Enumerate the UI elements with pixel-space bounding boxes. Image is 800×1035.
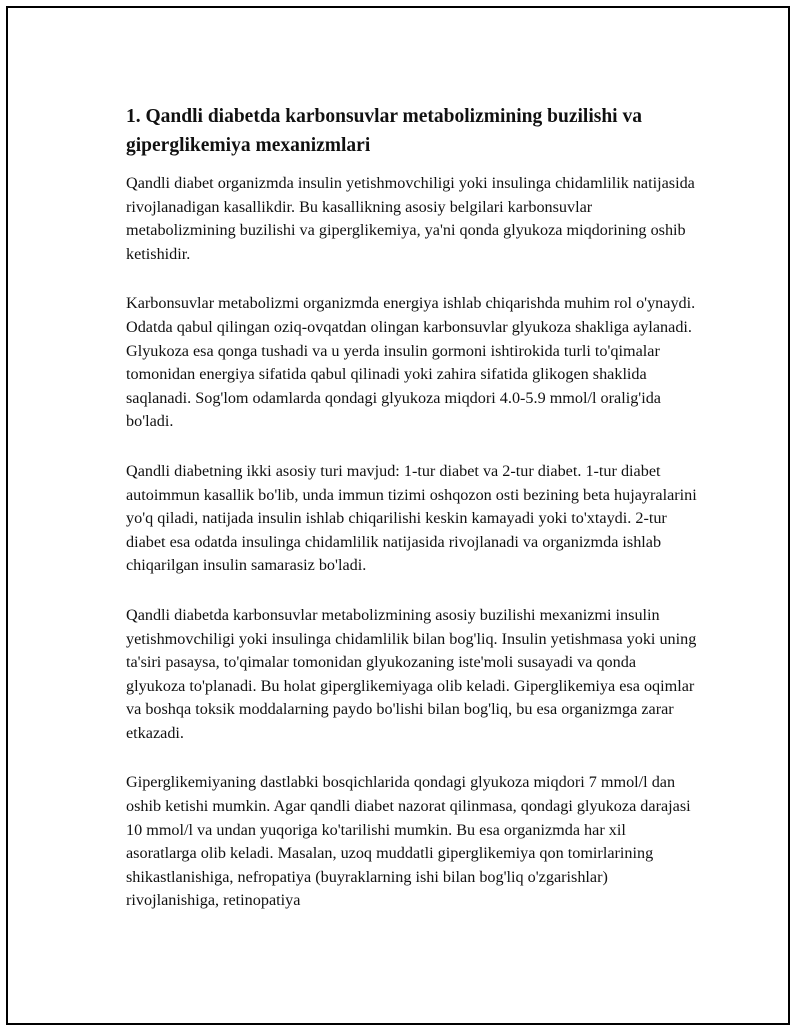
document-body (126, 102, 698, 939)
paragraph-3: Qandli diabetning ikki asosiy turi mavjud: 1-tur diabet va 2-tur diabet. 1-tur diabet autoimmun kasallik bo'lib, unda immun tizimi oshqozon osti bezining beta hujayralarini yo'q qiladi, natijada insulin ishlab chiqarilishi keskin kamayadi yoki to'xtaydi. 2-tur diabet esa odatda insulinga chidamlilik natijasida rivojlanadi va organizmda ishlab chiqarilgan insulin samarasiz bo'ladi. (126, 461, 697, 575)
paragraph-1: Qandli diabet organizmda insulin yetishmovchiligi yoki insulinga chidamlilik natijasida rivojlanadigan kasallikdir. Bu kasallikning asosiy belgilari karbonsuvlar metabolizmining buzilishi va giperglikemiya, ya'ni qonda glyukoza miqdorining oshib ketishidir. (126, 174, 695, 263)
paragraph-2: Karbonsuvlar metabolizmi organizmda energiya ishlab chiqarishda muhim rol o'ynaydi. Odatda qabul qilingan oziq-ovqatdan olingan karbonsuvlar glyukoza shakliga aylanadi. Glyukoza esa qonga tushadi va u yerda insulin gormoni ishtirokida turli to'qimalar tomonidan energiya sifatida qabul qilinadi yoki zahira sifatida glikogen shaklida saqlanadi. Sog'lom odamlarda qondagi glyukoza miqdori 4.0-5.9 mmol/l oralig'ida bo'ladi. (126, 294, 696, 431)
paragraph-4: Qandli diabetda karbonsuvlar metabolizmining asosiy buzilishi mexanizmi insulin yetishmovchiligi yoki insulinga chidamlilik bilan bog'liq. Insulin yetishmasa yoki uning ta'siri pasaysa, to'qimalar tomonidan glyukozaning iste'moli susayadi va qonda glyukoza to'planadi. Bu holat giperglikemiyaga olib keladi. Giperglikemiya esa oqimlar va boshqa toksik moddalarning paydo bo'lishi bilan bog'liq, bu esa organizmga zarar etkazadi. (126, 605, 697, 742)
page-frame (6, 6, 790, 1025)
section-heading: 1. Qandli diabetda karbonsuvlar metabolizmining buzilishi va giperglikemiya mexanizmlari (126, 106, 642, 156)
paragraph-5: Giperglikemiyaning dastlabki bosqichlarida qondagi glyukoza miqdori 7 mmol/l dan oshib ketishi mumkin. Agar qandli diabet nazorat qilinmasa, qondagi glyukoza darajasi 10 mmol/l va undan yuqoriga ko'tarilishi mumkin. Bu esa organizmda har xil asoratlarga olib keladi. Masalan, uzoq muddatli giperglikemiya qon tomirlarining shikastlanishiga, nefropatiya (buyraklarning ishi bilan bog'liq o'zgarishlar) rivojlanishiga, retinopatiya (126, 773, 691, 910)
